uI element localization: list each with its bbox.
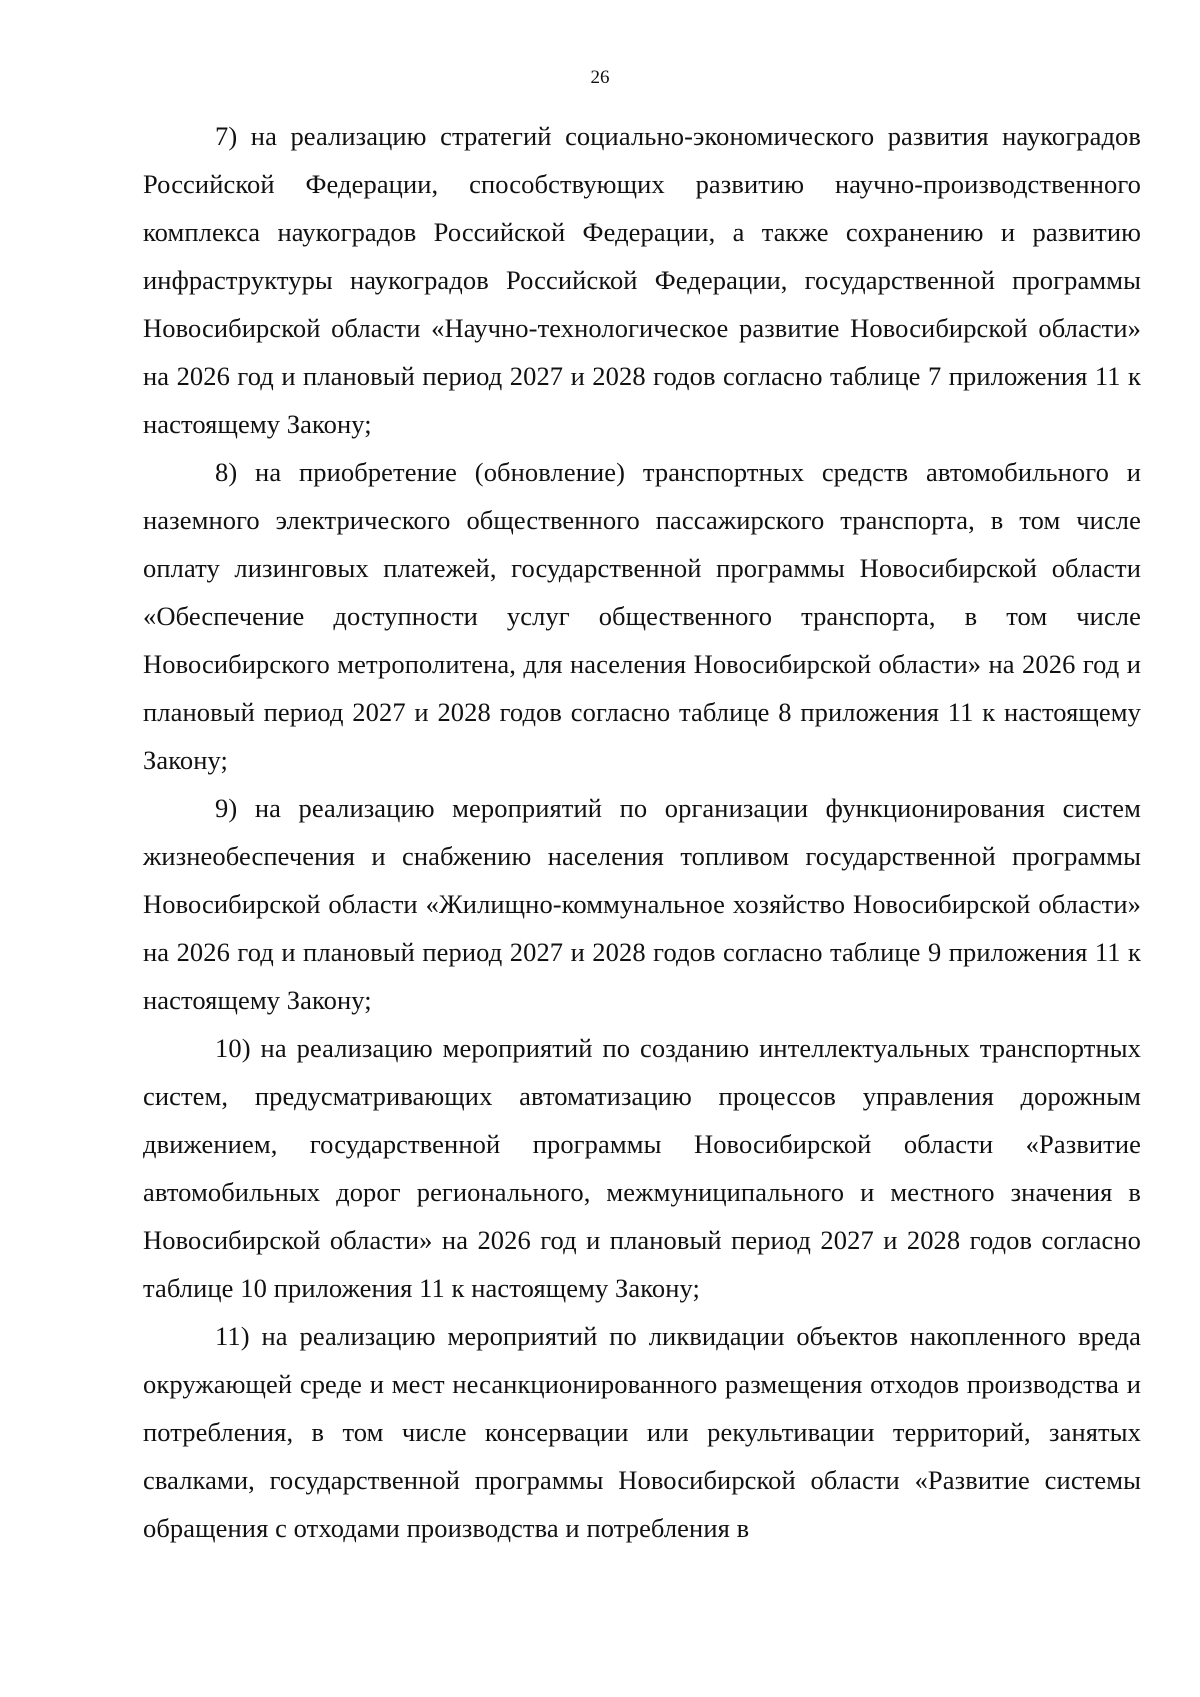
paragraph-item-9: 9) на реализацию мероприятий по организации функционирования систем жизнеобеспечения и снабжению населения топливом государственной программы Новосибирской области «Жилищно-коммунальное хозяйство Новосибирской области» на 2026 год и плановый период 2027 и 2028 годов согласно таблице 9 приложения 11 к настоящему Закону; — [143, 793, 1141, 1015]
page-number: 26 — [590, 67, 610, 88]
paragraph-item-7: 7) на реализацию стратегий социально-экономического развития наукоградов Российской Федерации, способствующих развитию научно-производственного комплекса наукоградов Российской Федерации, а также сохранению и развитию инфраструктуры наукоградов Российской Федерации, государственной программы Новосибирской области «Научно-технологическое развитие Новосибирской области» на 2026 год и плановый период 2027 и 2028 годов согласно таблице 7 приложения 11 к настоящему Закону; — [143, 121, 1141, 439]
document-body — [143, 112, 1141, 1552]
paragraph-item-11: 11) на реализацию мероприятий по ликвидации объектов накопленного вреда окружающей среде и мест несанкционированного размещения отходов производства и потребления, в том числе консервации или рекультивации территорий, занятых свалками, государственной программы Новосибирской области «Развитие системы обращения с отходами производства и потребления в — [143, 1321, 1141, 1543]
paragraph-item-8: 8) на приобретение (обновление) транспортных средств автомобильного и наземного электрического общественного пассажирского транспорта, в том числе оплату лизинговых платежей, государственной программы Новосибирской области «Обеспечение доступности услуг общественного транспорта, в том числе Новосибирского метрополитена, для населения Новосибирской области» на 2026 год и плановый период 2027 и 2028 годов согласно таблице 8 приложения 11 к настоящему Закону; — [143, 457, 1141, 775]
paragraph-item-10: 10) на реализацию мероприятий по созданию интеллектуальных транспортных систем, предусматривающих автоматизацию процессов управления дорожным движением, государственной программы Новосибирской области «Развитие автомобильных дорог регионального, межмуниципального и местного значения в Новосибирской области» на 2026 год и плановый период 2027 и 2028 годов согласно таблице 10 приложения 11 к настоящему Закону; — [143, 1033, 1141, 1303]
